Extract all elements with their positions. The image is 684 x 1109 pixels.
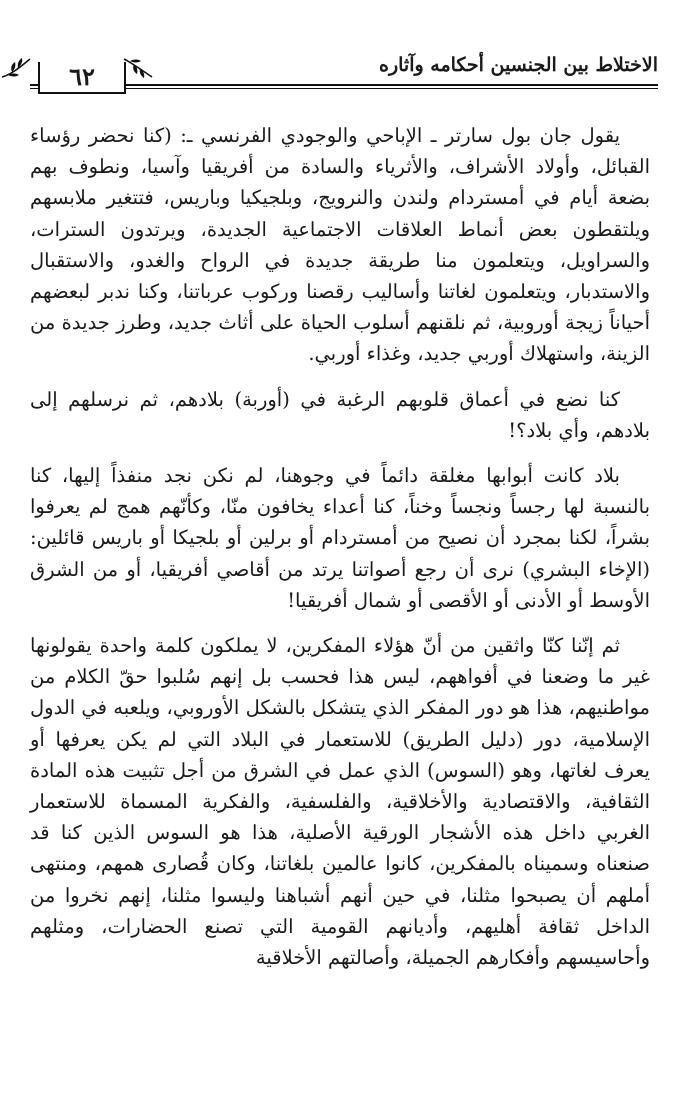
leaf-ornament-icon [122,55,156,81]
running-title: الاختلاط بين الجنسين أحكامه وآثاره [379,54,658,76]
running-header [30,50,658,100]
page-number: ٦٢ [69,62,95,91]
paragraph-4: ثم إنّنا كنّا واثقين من أنّ هؤلاء المفكرين، لا يملكون كلمة واحدة يقولونها غير ما وضعنا في أفواههم، ليس هذا فحسب بل إنهم سُلبوا حقّ الكلام من مواطنيهم، هذا هو دور المفكر الذي يتشكل بالشكل الأوروبي، ويلعبه في الدول الإسلامية، دور (دليل الطريق) للاستعمار في البلاد التي لم يكن يعرفها أو يعرف لغاتها، وهو (السوس) الذي عمل في الشرق من أجل تثبيت هذه المادة الثقافية، والاقتصادية والأخلاقية، والفلسفية، والفكرية المسماة للاستعمار الغربي داخل هذه الأشجار الورقية الأصلية، هذا هو السوس الذين كنا قد صنعناه وسميناه بالمفكرين، كانوا عالمين بلغاتنا، وكان قُصارى همهم، ومنتهى أملهم أن يصبحوا مثلنا، في حين أنهم أشباهنا وليسوا مثلنا، إنهم نخروا من الداخل ثقافة أهليهم، وأديانهم القومية التي تصنع الحضارات، ومثلهم وأحاسيسهم وأفكارهم الجميلة، وأصالتهم الأخلاقية [30,634,650,970]
page-number-box [38,62,126,94]
paragraph-3: بلاد كانت أبوابها مغلقة دائماً في وجوهنا، لم نكن نجد منفذاً إليها، كنا بالنسبة لها رجساً ونجساً وخناً، كنا أعداء يخافون منّا، وكأنّهم همج لم يعرفوا بشراً، لكنا بمجرد أن نصيح من أمستردام أو برلين أو بلجيكا أو باريس قائلين: (الإخاء البشري) نرى أن رجع أصواتنا يرتد من أقاصي أفريقيا، أو من الشرق الأوسط أو الأدنى أو الأقصى أو شمال أفريقيا! [30,464,650,612]
paragraph-2: كنا نضع في أعماق قلوبهم الرغبة في (أوربة) بلادهم، ثم نرسلهم إلى بلادهم، وأي بلاد؟! [30,387,650,442]
leaf-ornament-icon [0,55,34,81]
paragraph-1: يقول جان بول سارتر ـ الإباحي والوجودي الفرنسي ـ: (كنا نحضر رؤساء القبائل، وأولاد الأشراف، والأثرياء والسادة من أفريقيا وآسيا، ونطوف بهم بضعة أيام في أمستردام ولندن والنرويج، وبلجيكيا وباريس، فتتغير ملابسهم ويلتقطون بعض أنماط العلاقات الاجتماعية الجديدة، ويرتدون السترات، والسراويل، ويتعلمون منا طريقة جديدة في الرواح والغدو، والاستقبال والاستدبار، ويتعلمون لغاتنا وأساليب رقصنا وركوب عرباتنا، وكنا ندبر لبعضهم أحياناً زيجة أوروبية، ثم نلقنهم أسلوب الحياة على أثاث جديد، وطرز جديدة من الزينة، واستهلاك أوربي جديد، وغذاء أوربي. [30,124,650,366]
body-text [30,120,650,987]
